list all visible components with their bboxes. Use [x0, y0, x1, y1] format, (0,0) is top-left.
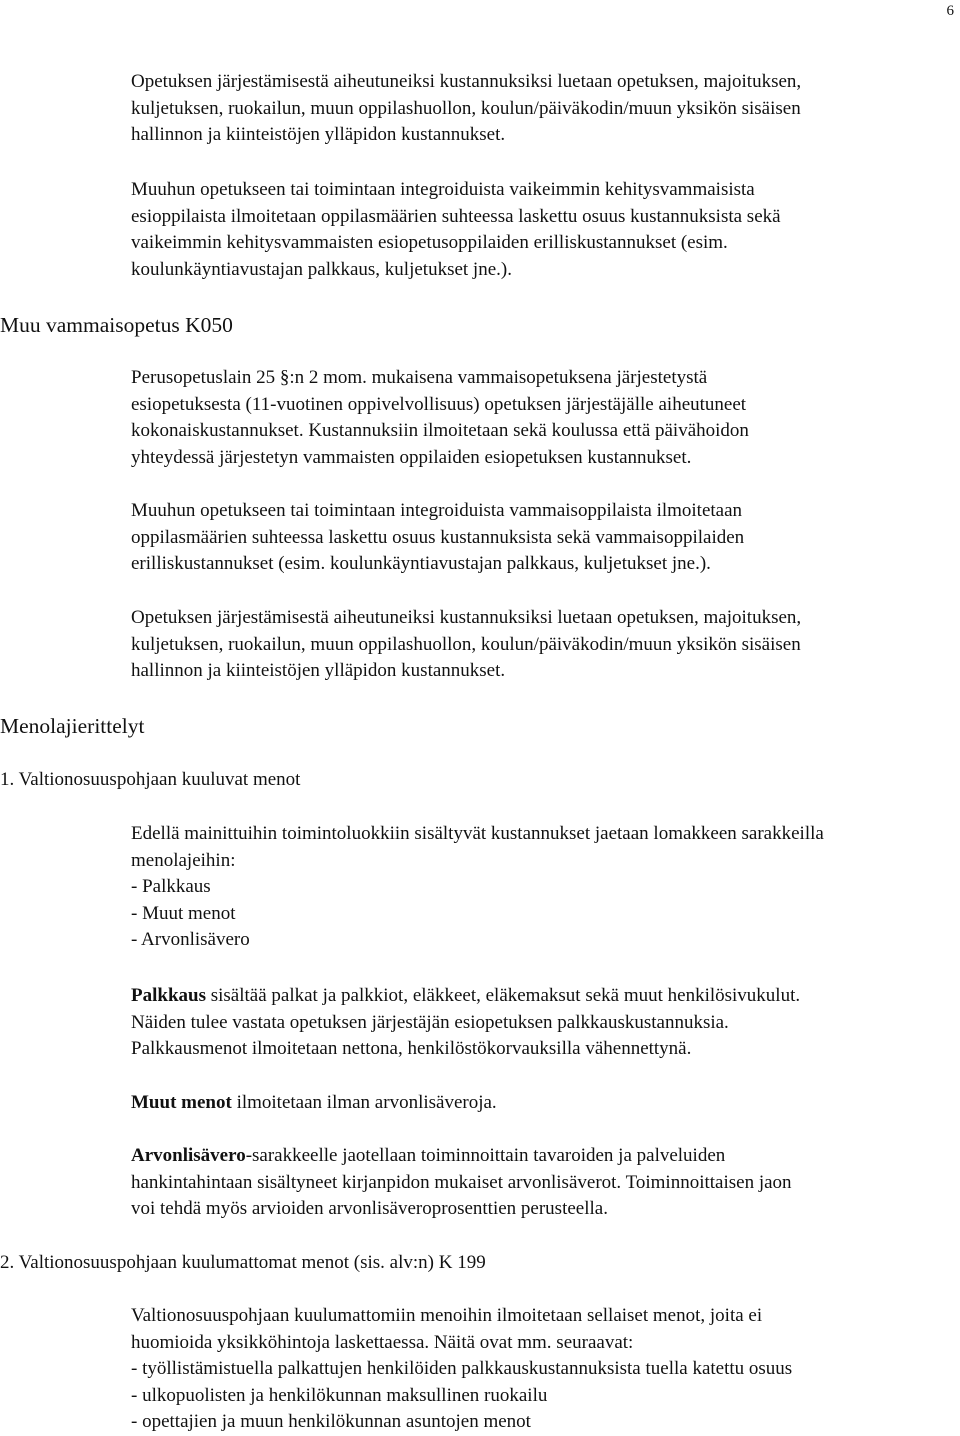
text-line: kuljetuksen, ruokailun, muun oppilashuollon, koulun/päiväkodin/muun yksikön sisäisen [131, 97, 801, 119]
subheading-included-costs: 1. Valtionosuuspohjaan kuuluvat menot [0, 769, 301, 790]
text-line: vaikeimmin kehitysvammaisten esiopetusoppilaiden erilliskustannukset (esim. [131, 232, 728, 254]
text-line: huomioida yksikköhintoja laskettaessa. Näitä ovat mm. seuraavat: [131, 1331, 634, 1353]
text-line: Edellä mainittuihin toimintoluokkiin sisältyvät kustannukset jaetaan lomakkeen sarakkeilla [131, 823, 824, 844]
list-item: - Palkkaus [131, 876, 211, 898]
subheading-excluded-costs: 2. Valtionosuuspohjaan kuulumattomat menot (sis. alv:n) K 199 [0, 1252, 486, 1273]
list-item: - opettajien ja muun henkilökunnan asuntojen menot [131, 1411, 531, 1433]
text-line: voi tehdä myös arvioiden arvonlisäveroprosenttien perusteella. [131, 1198, 608, 1220]
text-line: Näiden tulee vastata opetuksen järjestäjän esiopetuksen palkkauskustannuksia. [131, 1011, 729, 1033]
text-line: hankintahintaan sisältyneet kirjanpidon mukaiset arvonlisäverot. Toiminnoittaisen jaon [131, 1171, 792, 1193]
text-line: Valtionosuuspohjaan kuulumattomiin menoihin ilmoitetaan sellaiset menot, joita ei [131, 1305, 763, 1326]
text-line: Palkkausmenot ilmoitetaan nettona, henkilöstökorvauksilla vähennettynä. [131, 1038, 692, 1060]
palkkaus-term: Palkkaus [131, 985, 206, 1006]
menolajit-intro [131, 821, 959, 954]
text-line: oppilasmäärien suhteessa laskettu osuus kustannuksista sekä vammaisoppilaiden [131, 526, 745, 548]
text-line [131, 983, 959, 1010]
text-line: Opetuksen järjestämisestä aiheutuneiksi kustannuksiksi luetaan opetuksen, majoituksen, [131, 71, 802, 92]
muut-menot-term: Muut menot [131, 1092, 232, 1113]
text-line: kuljetuksen, ruokailun, muun oppilashuollon, koulun/päiväkodin/muun yksikön sisäisen [131, 633, 801, 655]
text-line: Muuhun opetukseen tai toimintaan integroiduista vammaisoppilaista ilmoitetaan [131, 500, 743, 521]
muut-menot-paragraph [131, 1090, 959, 1117]
palkkaus-definition: sisältää palkat ja palkkiot, eläkkeet, eläkemaksut sekä muut henkilösivukulut. [205, 985, 801, 1006]
list-item: - Arvonlisävero [131, 929, 250, 951]
palkkaus-paragraph [131, 983, 959, 1063]
text-line: menolajeihin: [131, 849, 236, 871]
list-item: - Muut menot [131, 902, 236, 924]
menolajit-heading: Menolajierittelyt [0, 714, 145, 738]
text-line [131, 1090, 959, 1117]
k050-cost-paragraph [131, 605, 959, 685]
text-line: hallinnon ja kiinteistöjen ylläpidon kustannukset. [131, 124, 506, 146]
arvonlisavero-definition: -sarakkeelle jaotellaan toiminnoittain tavaroiden ja palveluiden [245, 1145, 726, 1166]
k050-heading: Muu vammaisopetus K050 [0, 313, 233, 337]
text-line: erilliskustannukset (esim. koulunkäyntiavustajan palkkaus, kuljetukset jne.). [131, 553, 711, 575]
text-line: koulunkäyntiavustajan palkkaus, kuljetukset jne.). [131, 258, 512, 280]
k050-law-paragraph [131, 365, 959, 471]
excluded-costs-paragraph [131, 1303, 959, 1436]
text-line: Muuhun opetukseen tai toimintaan integroiduista vaikeimmin kehitysvammaisista [131, 179, 755, 200]
k040-integrated-paragraph [131, 177, 959, 283]
text-line: esiopetuksesta (11-vuotinen oppivelvollisuus) opetuksen järjestäjälle aiheutuneet [131, 393, 747, 415]
page-number: 6 [946, 3, 954, 19]
text-line [131, 1143, 959, 1170]
text-line: Perusopetuslain 25 §:n 2 mom. mukaisena vammaisopetuksena järjestetystä [131, 367, 708, 388]
text-line: yhteydessä järjestetyn vammaisten oppilaiden esiopetuksen kustannukset. [131, 446, 692, 468]
arvonlisavero-paragraph [131, 1143, 959, 1223]
list-item: - ulkopuolisten ja henkilökunnan maksullinen ruokailu [131, 1384, 548, 1406]
arvonlisavero-term: Arvonlisävero [131, 1145, 246, 1166]
text-line: Opetuksen järjestämisestä aiheutuneiksi kustannuksiksi luetaan opetuksen, majoituksen, [131, 607, 802, 628]
text-line: hallinnon ja kiinteistöjen ylläpidon kustannukset. [131, 660, 506, 682]
text-line: kokonaiskustannukset. Kustannuksiin ilmoitetaan sekä koulussa että päivähoidon [131, 420, 749, 442]
k050-integrated-paragraph [131, 498, 959, 578]
muut-menot-definition: ilmoitetaan ilman arvonlisäveroja. [231, 1092, 497, 1113]
list-item: - työllistämistuella palkattujen henkilöiden palkkauskustannuksista tuella katettu osuus [131, 1358, 793, 1380]
k040-cost-paragraph [131, 69, 959, 149]
text-line: esioppilaista ilmoitetaan oppilasmäärien suhteessa laskettu osuus kustannuksista sekä [131, 205, 781, 227]
